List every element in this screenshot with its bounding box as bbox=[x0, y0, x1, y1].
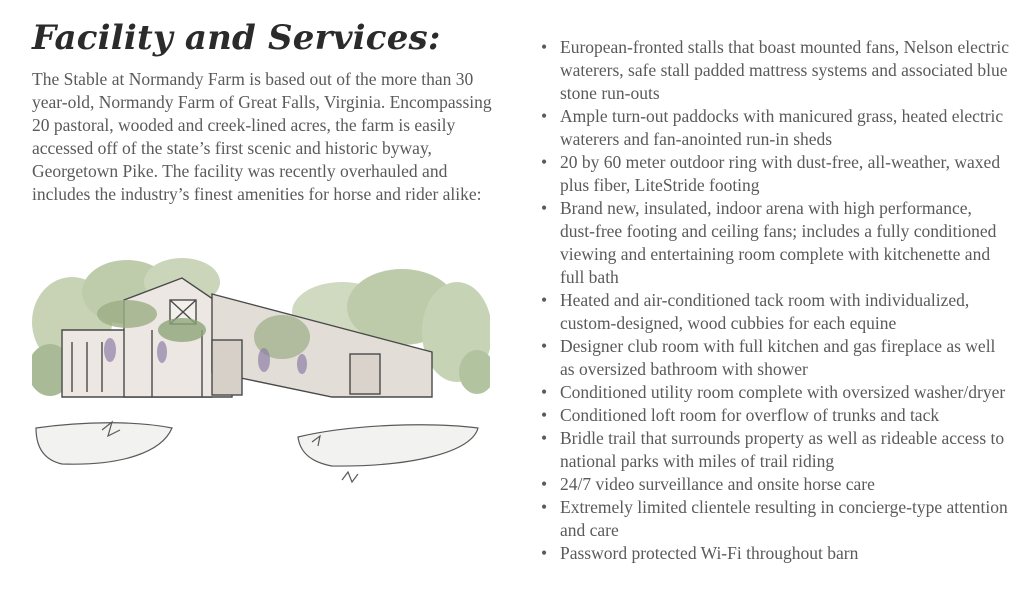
bullet-icon: • bbox=[541, 428, 548, 448]
list-item-text: Extremely limited clientele resulting in concierge-type attention and care bbox=[560, 497, 1008, 540]
bullet-icon: • bbox=[541, 497, 548, 517]
list-item-text: Designer club room with full kitchen and gas fireplace as well as oversized bathroom with shower bbox=[560, 336, 996, 379]
list-item-text: Password protected Wi-Fi throughout barn bbox=[560, 543, 859, 563]
bullet-icon: • bbox=[541, 106, 548, 126]
bullet-icon: • bbox=[541, 198, 548, 218]
intro-paragraph: The Stable at Normandy Farm is based out of the more than 30 year-old, Normandy Farm of Great Falls, Virginia. Encompassing 20 pastoral, wooded and creek-lined acres, the farm is easily accessed off of the state’s first scenic and historic byway, Georgetown Pike. The facility was recently overhauled and includes the industry’s finest amenities for horse and rider alike: bbox=[32, 69, 492, 205]
list-item-text: Heated and air-conditioned tack room with individualized, custom-designed, wood cubbies for each equine bbox=[560, 290, 970, 333]
list-item-text: Ample turn-out paddocks with manicured grass, heated electric waterers and fan-anointed run-in sheds bbox=[560, 106, 1004, 149]
list-item-text: Bridle trail that surrounds property as well as rideable access to national parks with miles of trail riding bbox=[560, 428, 1005, 471]
list-item-text: Brand new, insulated, indoor arena with high performance, dust-free footing and ceiling fans; includes a fully conditioned viewing and entertaining room complete with kitchenette and full bath bbox=[560, 198, 997, 287]
bullet-icon: • bbox=[541, 405, 548, 425]
bullet-icon: • bbox=[541, 382, 548, 402]
bullet-icon: • bbox=[541, 290, 548, 310]
list-item bbox=[540, 335, 1010, 381]
list-item bbox=[540, 473, 1010, 496]
list-item bbox=[540, 289, 1010, 335]
list-item-text: Conditioned loft room for overflow of trunks and tack bbox=[560, 405, 940, 425]
ground-sketch bbox=[36, 422, 478, 482]
list-item bbox=[540, 496, 1010, 542]
list-item-text: Conditioned utility room complete with oversized washer/dryer bbox=[560, 382, 1006, 402]
section-title: Facility and Services: bbox=[32, 18, 441, 58]
barn-illustration bbox=[32, 252, 490, 502]
list-item-text: European-fronted stalls that boast mounted fans, Nelson electric waterers, safe stall padded mattress systems and associated blue stone run-outs bbox=[560, 37, 1010, 103]
bullet-icon: • bbox=[541, 152, 548, 172]
bullet-icon: • bbox=[541, 37, 548, 57]
amenities-list bbox=[540, 36, 1010, 565]
list-item bbox=[540, 381, 1010, 404]
list-item bbox=[540, 404, 1010, 427]
list-item bbox=[540, 197, 1010, 289]
list-item-text: 24/7 video surveillance and onsite horse care bbox=[560, 474, 875, 494]
list-item bbox=[540, 36, 1010, 105]
list-item bbox=[540, 151, 1010, 197]
list-item bbox=[540, 105, 1010, 151]
bullet-icon: • bbox=[541, 543, 548, 563]
bullet-icon: • bbox=[541, 474, 548, 494]
list-item-text: 20 by 60 meter outdoor ring with dust-free, all-weather, waxed plus fiber, LiteStride footing bbox=[560, 152, 1001, 195]
bullet-icon: • bbox=[541, 336, 548, 356]
list-item bbox=[540, 427, 1010, 473]
list-item bbox=[540, 542, 1010, 565]
